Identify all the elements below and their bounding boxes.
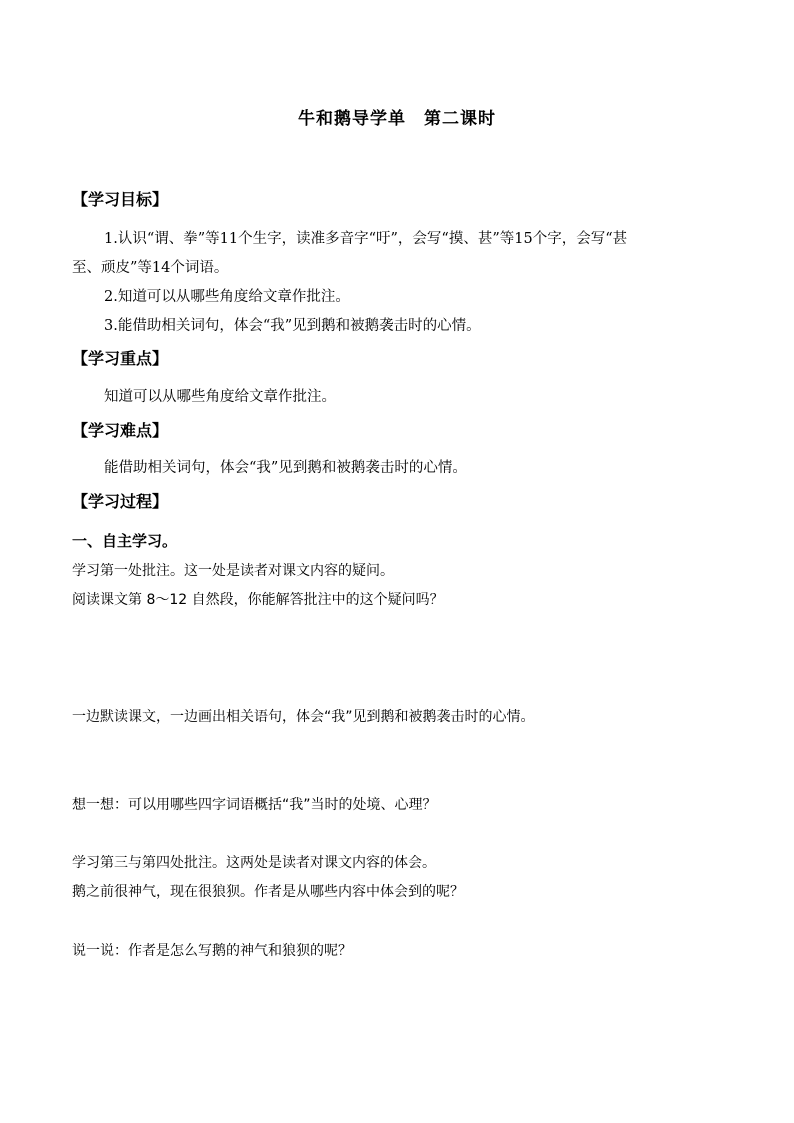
process-line-6: 鹅之前很神气，现在很狼狈。作者是从哪些内容中体会到的呢？ — [72, 884, 464, 900]
goal-item-1-continued: 至、顽皮”等14个词语。 — [72, 260, 229, 276]
goal-item-1: 1.认识“谓、拳”等11个生字，读准多音字“吁”，会写“摸、甚”等15个字，会写“甚 — [104, 231, 628, 247]
process-line-2: 阅读课文第 8～12 自然段，你能解答批注中的这个疑问吗？ — [72, 592, 444, 608]
difficulties-heading: 【学习难点】 — [72, 421, 169, 440]
goals-heading: 【学习目标】 — [72, 190, 169, 209]
difficulties-text: 能借助相关词句，体会“我”见到鹅和被鹅袭击时的心情。 — [104, 460, 467, 476]
goal-item-2: 2.知道可以从哪些角度给文章作批注。 — [104, 289, 350, 305]
key-points-text: 知道可以从哪些角度给文章作批注。 — [104, 389, 336, 405]
process-line-7: 说一说：作者是怎么写鹅的神气和狼狈的呢？ — [72, 943, 352, 959]
process-line-4: 想一想：可以用哪些四字词语概括“我”当时的处境、心理？ — [72, 797, 437, 813]
self-study-subheading: 一、自主学习。 — [72, 532, 178, 550]
process-heading: 【学习过程】 — [72, 492, 169, 511]
page-title: 牛和鹅导学单 第二课时 — [298, 109, 496, 129]
process-line-3: 一边默读课文，一边画出相关语句，体会“我”见到鹅和被鹅袭击时的心情。 — [72, 709, 535, 725]
key-points-heading: 【学习重点】 — [72, 349, 169, 368]
process-line-1: 学习第一处批注。这一处是读者对课文内容的疑问。 — [72, 563, 394, 579]
process-line-5: 学习第三与第四处批注。这两处是读者对课文内容的体会。 — [72, 855, 436, 871]
goal-item-3: 3.能借助相关词句，体会“我”见到鹅和被鹅袭击时的心情。 — [104, 318, 481, 334]
